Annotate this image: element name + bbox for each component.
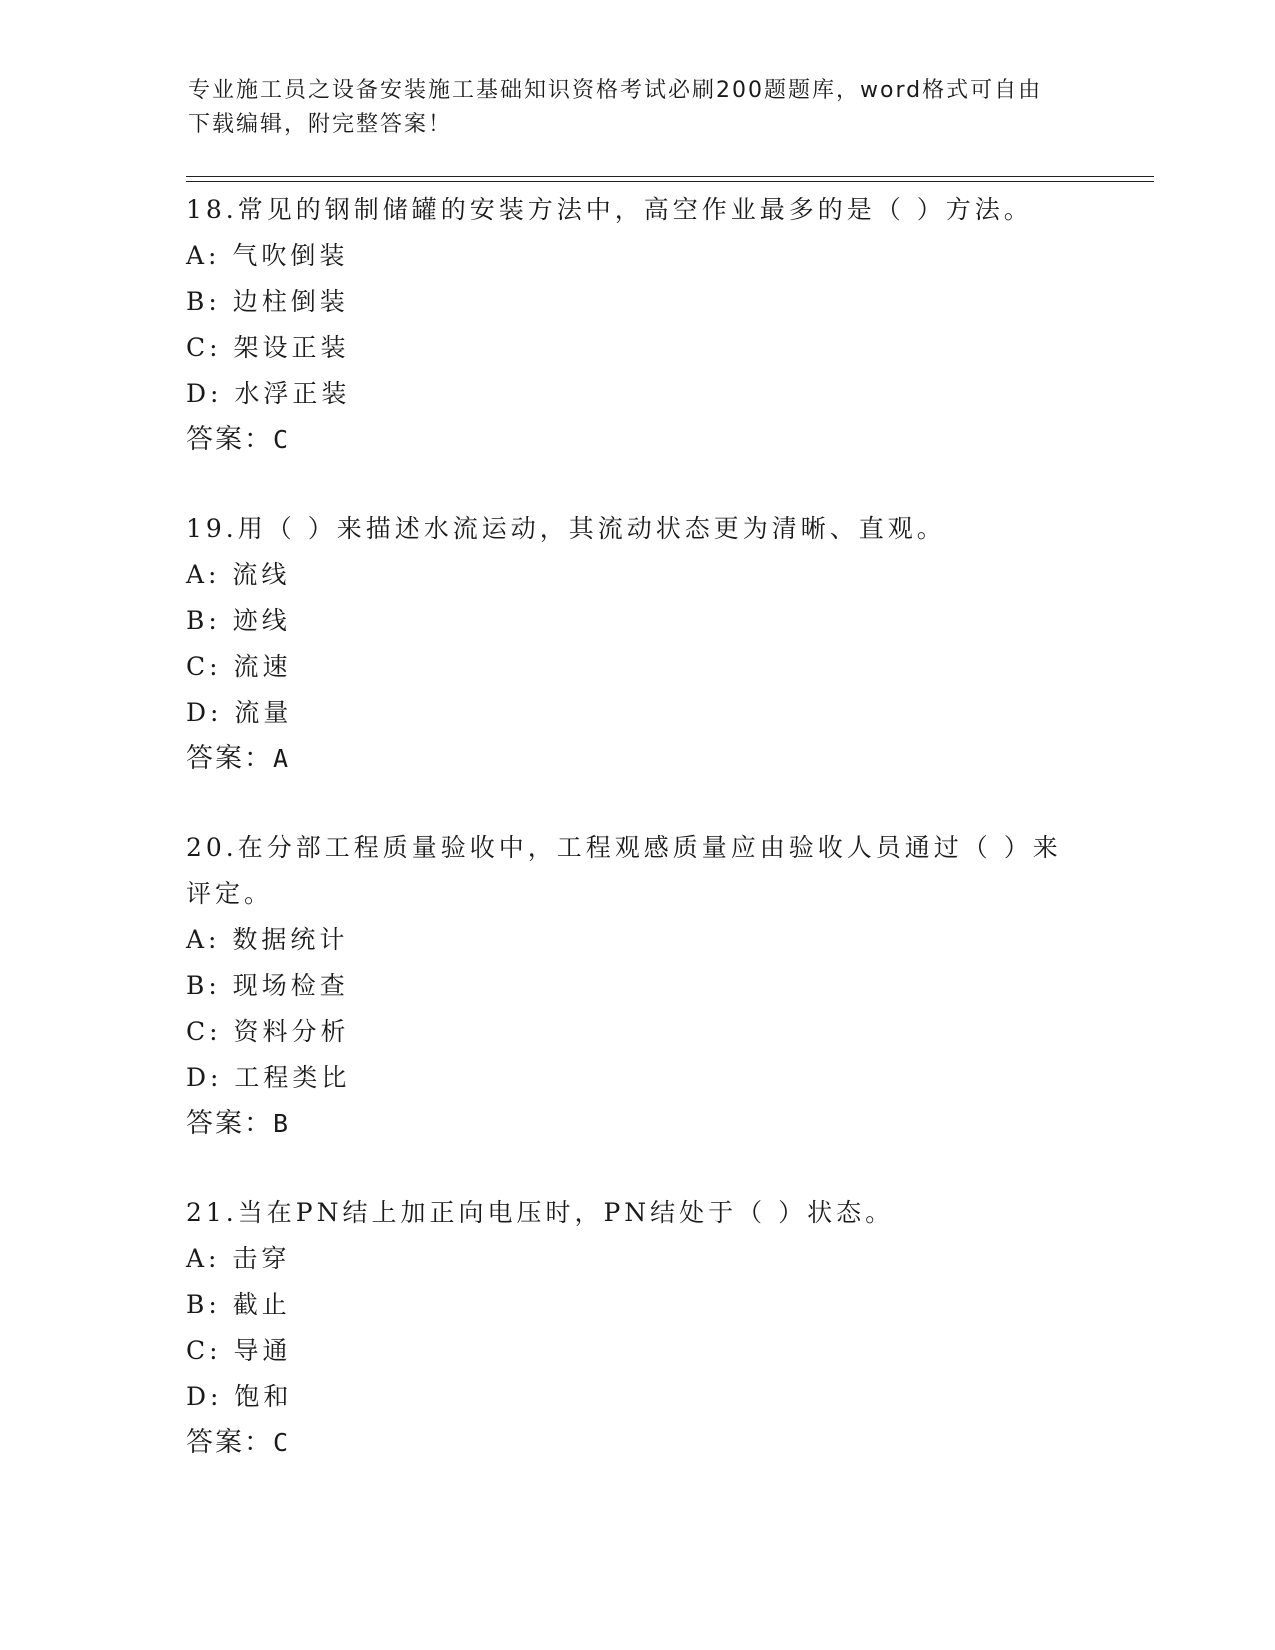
header-line-2: 下载编辑，附完整答案！: [188, 112, 453, 137]
option-b: B: 现场检查: [186, 971, 349, 1000]
header-divider-bottom: [186, 181, 1154, 182]
question-block-20: [186, 825, 1086, 1147]
question-block-21: [186, 1190, 1086, 1466]
option-c: C: 架设正装: [186, 333, 350, 362]
option-d: D: 工程类比: [186, 1063, 351, 1092]
option-b: B: 迹线: [186, 606, 291, 635]
question-stem: 19.用（ ）来描述水流运动，其流动状态更为清晰、直观。: [186, 514, 946, 543]
question-stem: 20.在分部工程质量验收中，工程观感质量应由验收人员通过（ ）来: [186, 833, 1062, 862]
answer-line: [186, 1420, 1086, 1466]
option-d: D: 饱和: [186, 1382, 293, 1411]
answer-value: C: [273, 425, 291, 454]
answer-line: [186, 1101, 1086, 1147]
answer-value: C: [273, 1428, 291, 1457]
question-stem: 21.当在PN结上加正向电压时，PN结处于（ ）状态。: [186, 1198, 895, 1227]
option-c: C: 资料分析: [186, 1017, 350, 1046]
option-c: C: 流速: [186, 652, 292, 681]
answer-line: [186, 417, 1086, 463]
answer-label: 答案：: [186, 743, 273, 774]
answer-label: 答案：: [186, 424, 273, 455]
header-line-1: 专业施工员之设备安装施工基础知识资格考试必刷200题题库，word格式可自由: [188, 78, 1043, 103]
option-a: A: 击穿: [186, 1244, 291, 1273]
question-stem-continued: 评定。: [186, 879, 274, 908]
option-d: D: 水浮正装: [186, 379, 351, 408]
document-header: [188, 74, 1068, 142]
question-block-18: [186, 187, 1086, 463]
question-stem: 18.常见的钢制储罐的安装方法中，高空作业最多的是（ ）方法。: [186, 195, 1033, 224]
answer-label: 答案：: [186, 1427, 273, 1458]
option-b: B: 边柱倒装: [186, 287, 349, 316]
option-a: A: 数据统计: [186, 925, 349, 954]
answer-value: B: [273, 1109, 291, 1138]
option-a: A: 流线: [186, 560, 291, 589]
option-b: B: 截止: [186, 1290, 291, 1319]
option-d: D: 流量: [186, 698, 293, 727]
answer-line: [186, 736, 1086, 782]
answer-label: 答案：: [186, 1108, 273, 1139]
header-divider-top: [186, 176, 1154, 177]
option-c: C: 导通: [186, 1336, 292, 1365]
option-a: A: 气吹倒装: [186, 241, 349, 270]
answer-value: A: [273, 744, 291, 773]
question-block-19: [186, 506, 1086, 782]
